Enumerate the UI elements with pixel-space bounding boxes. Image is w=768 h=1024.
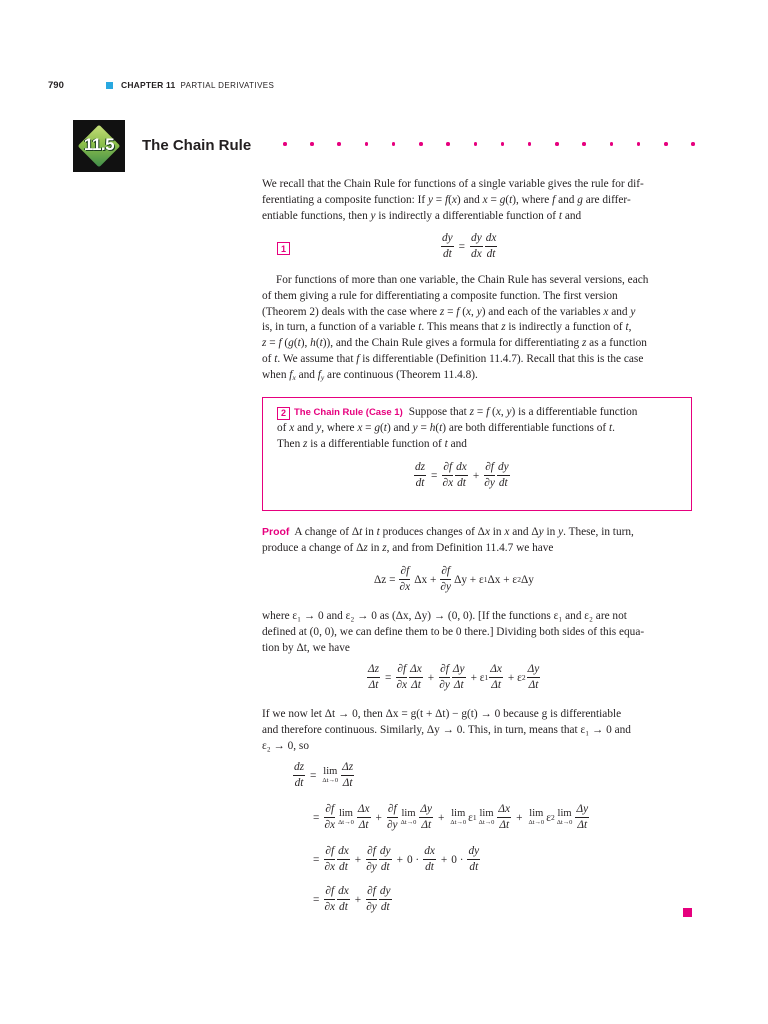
text-line: (Theorem 2) deals with the case where z = f (x, y) and each of the variables x and y bbox=[262, 305, 636, 318]
text-line: entiable functions, then y is indirectly a differentiable function of t and bbox=[262, 209, 582, 222]
text-line: ε₂ → 0, so bbox=[262, 739, 309, 752]
text-line: of them giving a rule for differentiating a composite function. The first version bbox=[262, 289, 618, 302]
proof-label: Proof bbox=[262, 526, 290, 538]
text-line: of t. We assume that f is differentiable (Definition 11.4.7). Recall that this is the case bbox=[262, 352, 644, 365]
derivation-row-3: = $\frac{\partial f}{\partial x}$ $\frac{dx}{dt}$ + $\frac{\partial f}{\partial y}$ $\frac{dy}{dt}$ + 0 · $\frac{dx}{dt}$ + 0 · $\frac{dy}{dt}$ bbox=[313, 845, 480, 874]
derivation-row-4: = $\frac{\partial f}{\partial x}$ $\frac{dx}{dt}$ + $\frac{\partial f}{\partial y}$ $\frac{dy}{dt}$ bbox=[313, 885, 391, 914]
running-header bbox=[48, 79, 274, 91]
proof-paragraph-2 bbox=[262, 609, 692, 656]
theorem-box bbox=[262, 397, 692, 511]
text-line: where ε₁ → 0 and ε₂ → 0 as (Δx, Δy) → (0, 0). [If the functions ε₁ and ε₂ are not bbox=[262, 610, 627, 622]
text-line: z = f (g(t), h(t)), and the Chain Rule gives a formula for differentiating z as a function bbox=[262, 337, 647, 350]
text-line: For functions of more than one variable, the Chain Rule has several versions, each bbox=[276, 274, 649, 286]
text-line: is, in turn, a function of a variable t. This means that z is indirectly a function of t, bbox=[262, 321, 632, 334]
equation-divided: $\frac{\Delta z}{\Delta t}$ = $\frac{\partial f}{\partial x}$ $\frac{\Delta x}{\Delta t}$ + $\frac{\partial f}{\partial y}$ $\frac{\Delta y}{\Delta t}$ + ε 1 $\frac{\Delta x}{\Delta t}$ + ε 2 $\frac{\Delta y}{\Delta t}$ bbox=[368, 663, 540, 692]
text-line: and therefore continuous. Similarly, Δy → 0. This, in turn, means that ε₁ → 0 and bbox=[262, 723, 631, 736]
derivation-row-1: $\frac{dz}{dt}$ = lim Δt→0 $\frac{\Delta z}{\Delta t}$ bbox=[294, 761, 354, 790]
page-number: 790 bbox=[48, 79, 64, 91]
section-number-badge bbox=[73, 120, 125, 172]
equation-tag-1: 1 bbox=[277, 242, 290, 255]
theorem-title: The Chain Rule (Case 1) bbox=[294, 407, 403, 418]
text-line: of x and y, where x = g(t) and y = h(t) are both differentiable functions of t. bbox=[277, 421, 615, 434]
chapter-label: CHAPTER 11 bbox=[121, 80, 176, 90]
text-line: produce a change of Δz in z, and from Definition 11.4.7 we have bbox=[262, 541, 554, 554]
text-line: ferentiating a composite function: If y = f(x) and x = g(t), where f and g are differ- bbox=[262, 193, 631, 206]
section-dot-leader bbox=[283, 136, 695, 152]
proof-paragraph-3 bbox=[262, 707, 692, 754]
end-of-proof-icon bbox=[683, 908, 692, 917]
theorem-text bbox=[277, 405, 677, 452]
text-line: We recall that the Chain Rule for functions of a single variable gives the rule for dif- bbox=[262, 178, 644, 190]
theorem-equation: $\frac{dz}{dt}$ = $\frac{\partial f}{\partial x}$ $\frac{dx}{dt}$ + $\frac{\partial f}{\partial y}$ $\frac{dy}{dt}$ bbox=[415, 461, 509, 490]
text-line: 2 The Chain Rule (Case 1) Suppose that z = f (x, y) is a differentiable function bbox=[277, 405, 677, 421]
text-line: defined at (0, 0), we can define them to be 0 there.] Dividing both sides of this equa- bbox=[262, 625, 645, 638]
intro-paragraph bbox=[262, 177, 692, 224]
chapter-title: PARTIAL DERIVATIVES bbox=[180, 80, 275, 90]
theorem-tag: 2 bbox=[277, 407, 290, 420]
text-line: Then z is a differentiable function of t and bbox=[277, 437, 467, 450]
text-line: If we now let Δt → 0, then Δx = g(t + Δt) − g(t) → 0 because g is differentiable bbox=[262, 708, 622, 720]
section-number: 11.5 bbox=[83, 135, 115, 154]
equation-1: $\frac{dy}{dt}$ = $\frac{dy}{dx}$ $\frac{dx}{dt}$ bbox=[442, 232, 497, 261]
text-line: tion by Δt, we have bbox=[262, 641, 350, 654]
derivation-row-2: = $\frac{\partial f}{\partial x}$ lim Δt→0 $\frac{\Delta x}{\Delta t}$ + $\frac{\partial f}{\partial y}$ lim Δt→0 $\frac{\Delta y}{\Delta t}$ + lim Δt→0 ε 1 lim Δt→0 $\frac{\Delta x}{\Delta t}$ + lim Δt→0 ε 2 lim Δt→0 $\frac{\Delta y}{\Delta t}$ bbox=[313, 803, 589, 832]
proof-paragraph bbox=[262, 525, 692, 557]
equation-delta-z: Δz = $\frac{\partial f}{\partial x}$ Δx + $\frac{\partial f}{\partial y}$ Δy + ε 1 Δx + ε 2 Δy bbox=[374, 565, 534, 594]
header-square-icon bbox=[106, 82, 113, 89]
paragraph-2 bbox=[262, 273, 692, 384]
section-title: The Chain Rule bbox=[142, 137, 252, 154]
text-line: Proof A change of Δt in t produces changes of Δx in x and Δy in y. These, in turn, bbox=[262, 526, 634, 538]
text-line: when $f_x$ and $f_y$ are continuous (Theorem 11.4.8). bbox=[262, 368, 478, 382]
